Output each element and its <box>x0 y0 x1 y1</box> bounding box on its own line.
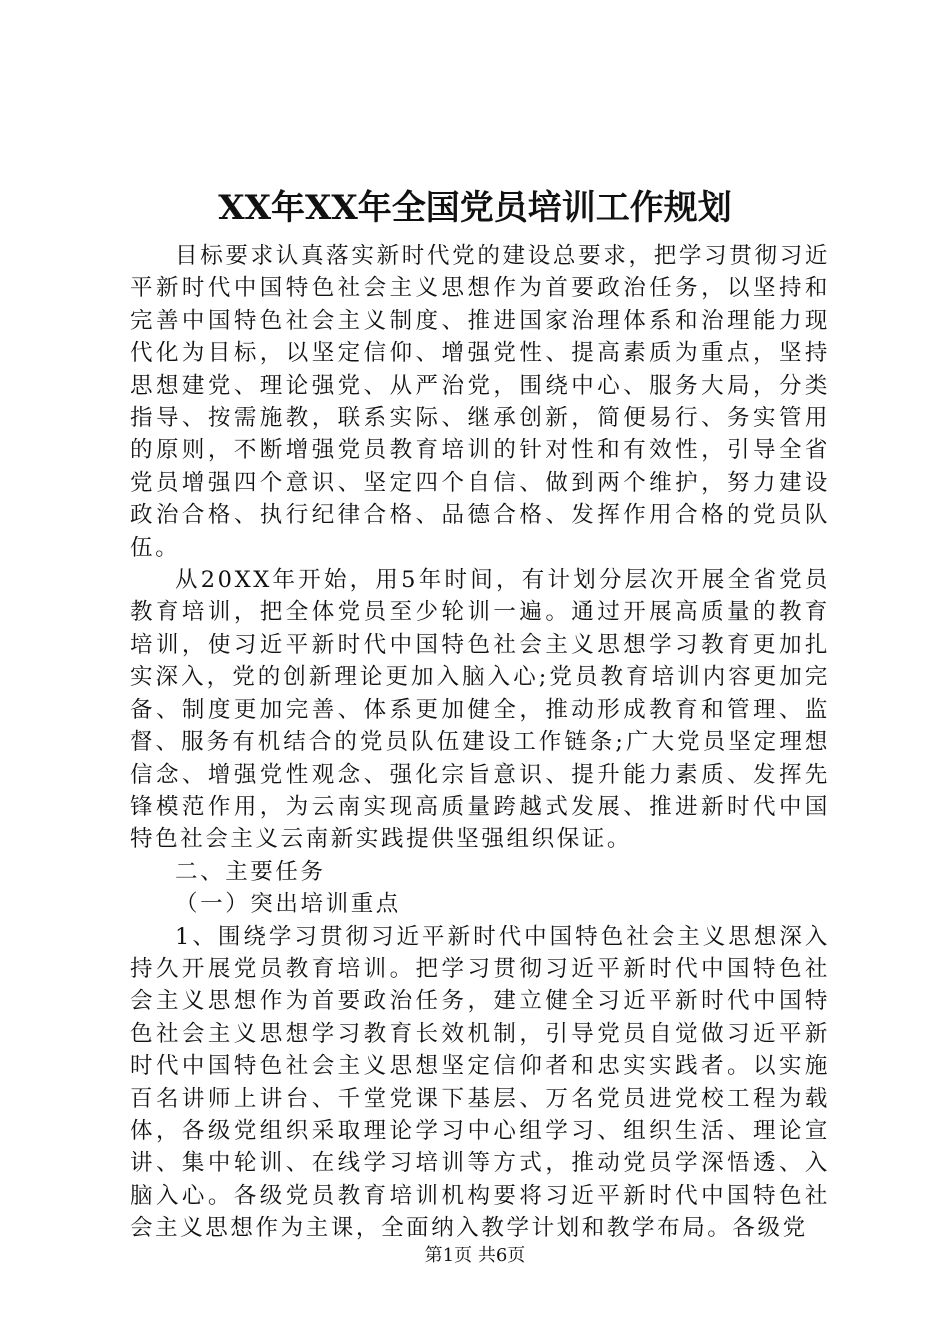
subsection-heading: （一）突出培训重点 <box>175 891 401 918</box>
section-heading: 二、主要任务 <box>175 858 326 885</box>
document-body <box>130 240 830 1245</box>
document-title: XX年XX年全国党员培训工作规划 <box>218 188 732 228</box>
page-footer: 第1页 共6页 <box>424 1245 526 1266</box>
paragraph-goals: 目标要求认真落实新时代党的建设总要求，把学习贯彻习近平新时代中国特色社会主义思想作为首要政治任务，以坚持和完善中国特色社会主义制度、推进国家治理体系和治理能力现代化为目标，以坚定信仰、增强党性、提高素质为重点，坚持思想建党、理论强党、从严治党，围绕中心、服务大局，分类指导、按需施教，联系实际、继承创新，简便易行、务实管用的原则，不断增强党员教育培训的针对性和有效性，引导全省党员增强四个意识、坚定四个自信、做到两个维护，努力建设政治合格、执行纪律合格、品德合格、发挥作用合格的党员队伍。 <box>130 243 830 561</box>
paragraph-item-1: 1、围绕学习贯彻习近平新时代中国特色社会主义思想深入持久开展党员教育培训。把学习贯彻习近平新时代中国特色社会主义思想作为首要政治任务，建立健全习近平新时代中国特色社会主义思想学习教育长效机制，引导党员自觉做习近平新时代中国特色社会主义思想坚定信仰者和忠实实践者。以实施百名讲师上讲台、千堂党课下基层、万名党员进党校工程为载体，各级党组织采取理论学习中心组学习、组织生活、理论宣讲、集中轮训、在线学习培训等方式，推动党员学深悟透、入脑入心。各级党员教育培训机构要将习近平新时代中国特色社会主义思想作为主课，全面纳入教学计划和教学布局。各级党 <box>130 923 830 1242</box>
paragraph-plan: 从20XX年开始，用5年时间，有计划分层次开展全省党员教育培训，把全体党员至少轮训一遍。通过开展高质量的教育培训，使习近平新时代中国特色社会主义思想学习教育更加扎实深入，党的创新理论更加入脑入心;党员教育培训内容更加完备、制度更加完善、体系更加健全，推动形成教育和管理、监督、服务有机结合的党员队伍建设工作链条;广大党员坚定理想信念、增强党性观念、强化宗旨意识、提升能力素质、发挥先锋模范作用，为云南实现高质量跨越式发展、推进新时代中国特色社会主义云南新实践提供坚强组织保证。 <box>130 567 830 853</box>
